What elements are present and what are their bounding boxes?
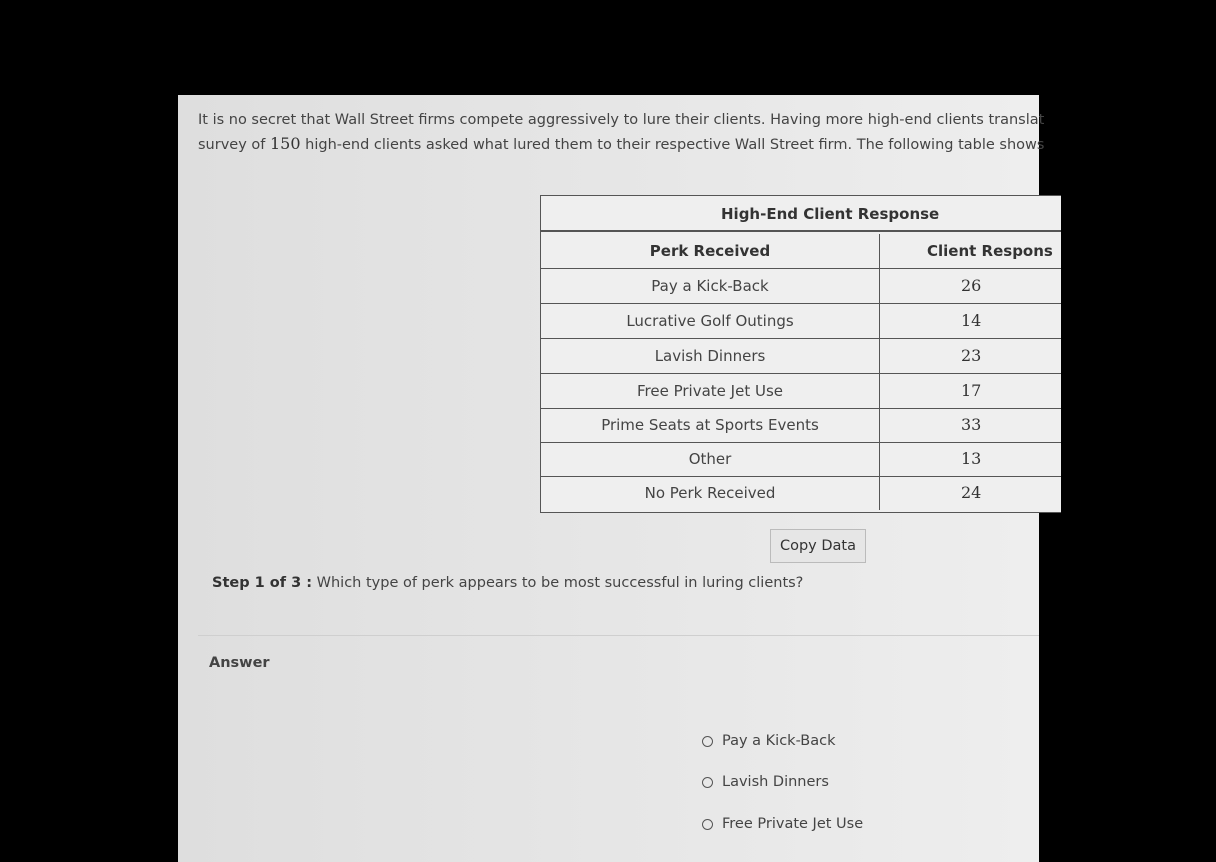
table-header-row: [541, 234, 1061, 269]
intro-line-2-post: high-end clients asked what lured them to their respective Wall Street firm. The following table shows: [300, 137, 1045, 153]
step-question-text: Which type of perk appears to be most successful in luring clients?: [312, 575, 804, 591]
header-client-response: Client Respons: [927, 242, 1053, 260]
count-cell: 26: [961, 276, 982, 295]
count-cell: 23: [961, 346, 982, 365]
screen: [178, 95, 1053, 862]
count-cell: 13: [961, 449, 982, 468]
count-cell: 14: [961, 311, 982, 330]
perk-cell: Lavish Dinners: [541, 339, 880, 373]
perk-cell: Free Private Jet Use: [541, 374, 880, 408]
step-label: Step 1 of 3 :: [212, 575, 313, 591]
option-label: Lavish Dinners: [722, 774, 829, 790]
table-row: [541, 442, 1061, 477]
perk-cell: Prime Seats at Sports Events: [541, 408, 880, 442]
table-row: [541, 269, 1061, 304]
table-row: [541, 374, 1061, 409]
count-cell: 33: [961, 415, 982, 434]
copy-data-button[interactable]: Copy Data: [770, 529, 866, 563]
table-title: High-End Client Response: [541, 196, 1061, 232]
survey-count: 150: [269, 134, 301, 153]
answer-option-private-jet[interactable]: [702, 816, 863, 832]
count-cell: 17: [961, 381, 982, 400]
perk-cell: Lucrative Golf Outings: [541, 304, 880, 338]
table-row: [541, 339, 1061, 374]
header-perk-received: Perk Received: [541, 234, 880, 268]
perk-cell: No Perk Received: [541, 476, 880, 510]
intro-line-2: [198, 132, 1098, 157]
radio-icon[interactable]: [702, 736, 713, 747]
problem-intro: [198, 109, 1098, 157]
answer-option-lavish-dinners[interactable]: [702, 774, 829, 790]
table-row: [541, 408, 1061, 443]
answer-option-kick-back[interactable]: [702, 733, 836, 749]
intro-line-2-pre: survey of: [198, 137, 270, 153]
option-label: Pay a Kick-Back: [722, 733, 836, 749]
perk-cell: Other: [541, 442, 880, 476]
answer-label: Answer: [209, 655, 270, 671]
perk-cell: Pay a Kick-Back: [541, 269, 880, 303]
intro-line-1: It is no secret that Wall Street firms compete aggressively to lure their clients. Having more high-end clients translat: [198, 112, 1045, 128]
table-row: [541, 304, 1061, 339]
client-response-table: [540, 195, 1061, 513]
section-divider: [198, 635, 1039, 636]
step-question: [212, 575, 803, 591]
count-cell: 24: [961, 483, 982, 502]
table-row: [541, 476, 1061, 510]
radio-icon[interactable]: [702, 819, 713, 830]
radio-icon[interactable]: [702, 777, 713, 788]
option-label: Free Private Jet Use: [722, 816, 864, 832]
